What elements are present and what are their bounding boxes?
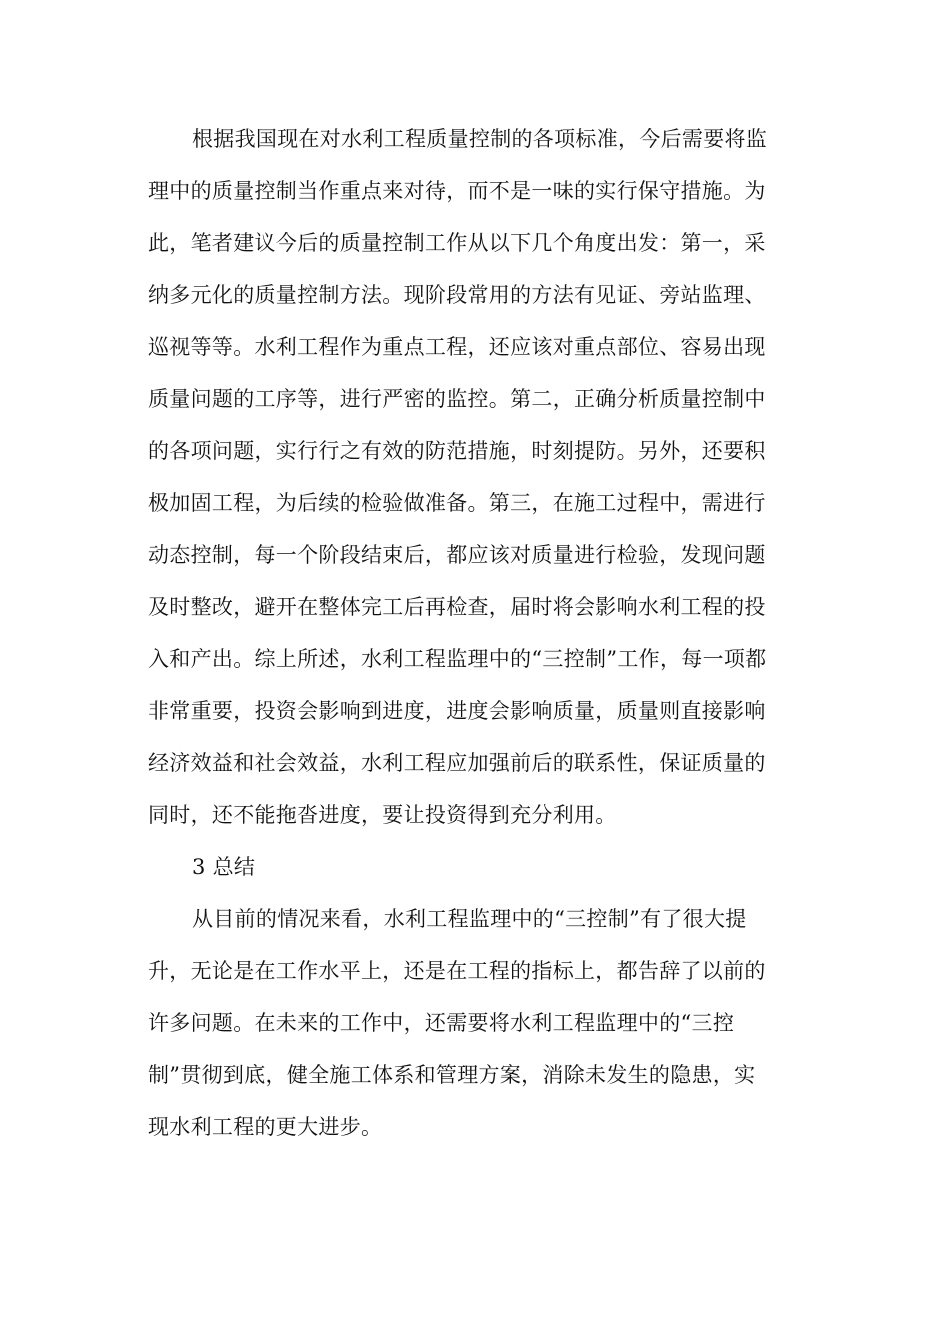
paragraph-1-line: 同时，还不能拖沓进度，要让投资得到充分利用。 bbox=[148, 803, 617, 827]
section-heading: 3 总结 bbox=[192, 855, 256, 879]
paragraph-2-line: 升，无论是在工作水平上，还是在工程的指标上，都告辞了以前的 bbox=[148, 959, 766, 983]
paragraph-2-line: 现水利工程的更大进步。 bbox=[148, 1115, 383, 1139]
paragraph-1-line: 纳多元化的质量控制方法。现阶段常用的方法有见证、旁站监理、 bbox=[148, 283, 766, 307]
paragraph-1-line: 极加固工程，为后续的检验做准备。第三，在施工过程中，需进行 bbox=[148, 491, 766, 515]
paragraph-1-line: 理中的质量控制当作重点来对待，而不是一味的实行保守措施。为 bbox=[148, 179, 766, 203]
paragraph-2-line: 制”贯彻到底，健全施工体系和管理方案，消除未发生的隐患，实 bbox=[148, 1063, 756, 1087]
paragraph-1-line: 入和产出。综上所述，水利工程监理中的“三控制”工作，每一项都 bbox=[148, 647, 767, 671]
paragraph-1-line: 及时整改，避开在整体完工后再检查，届时将会影响水利工程的投 bbox=[148, 595, 766, 619]
paragraph-1-line: 动态控制，每一个阶段结束后，都应该对质量进行检验，发现问题 bbox=[148, 543, 766, 567]
paragraph-1-line: 根据我国现在对水利工程质量控制的各项标准，今后需要将监 bbox=[192, 127, 768, 151]
paragraph-1-line: 质量问题的工序等，进行严密的监控。第二，正确分析质量控制中 bbox=[148, 387, 766, 411]
paragraph-1-line: 此，笔者建议今后的质量控制工作从以下几个角度出发：第一，采 bbox=[148, 231, 766, 255]
paragraph-1-line: 的各项问题，实行行之有效的防范措施，时刻提防。另外，还要积 bbox=[148, 439, 766, 463]
paragraph-1-line: 非常重要，投资会影响到进度，进度会影响质量，质量则直接影响 bbox=[148, 699, 766, 723]
paragraph-2-line: 从目前的情况来看，水利工程监理中的“三控制”有了很大提 bbox=[192, 907, 747, 931]
paragraph-1-line: 巡视等等。水利工程作为重点工程，还应该对重点部位、容易出现 bbox=[148, 335, 766, 359]
paragraph-1-line: 经济效益和社会效益，水利工程应加强前后的联系性，保证质量的 bbox=[148, 751, 766, 775]
paragraph-2-line: 许多问题。在未来的工作中，还需要将水利工程监理中的“三控 bbox=[148, 1011, 735, 1035]
